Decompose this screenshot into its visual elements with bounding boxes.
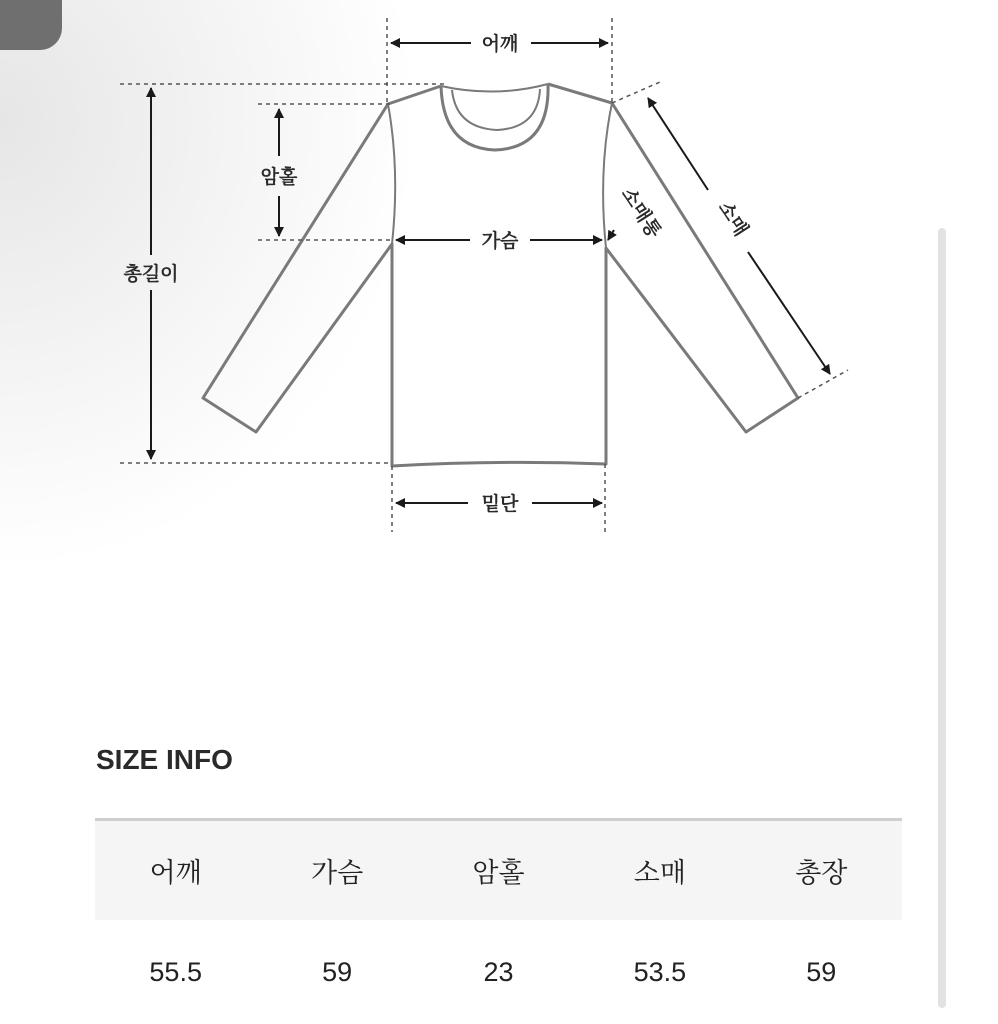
guide-lines bbox=[120, 18, 848, 532]
header-chest: 가슴 bbox=[311, 858, 364, 889]
shirt-collar-outer bbox=[441, 84, 548, 150]
label-sleeve: 소매 bbox=[713, 197, 753, 241]
size-info-title: SIZE INFO bbox=[96, 744, 233, 775]
header-armhole: 암홀 bbox=[472, 858, 525, 889]
value-sleeve: 53.5 bbox=[633, 956, 687, 987]
value-armhole: 23 bbox=[483, 956, 514, 987]
size-table-header-row bbox=[95, 820, 902, 921]
header-shoulder: 어깨 bbox=[149, 858, 202, 889]
label-total-length: 총길이 bbox=[123, 263, 179, 285]
shirt-collar-inner bbox=[452, 89, 540, 130]
value-total-length: 59 bbox=[806, 956, 837, 987]
label-armhole: 암홀 bbox=[260, 166, 298, 188]
label-shoulder: 어깨 bbox=[481, 33, 519, 55]
shirt-collar-top bbox=[441, 84, 548, 92]
value-chest: 59 bbox=[322, 956, 353, 987]
label-chest: 가슴 bbox=[481, 230, 519, 252]
value-shoulder: 55.5 bbox=[149, 956, 202, 987]
shirt-armhole-left bbox=[388, 104, 395, 244]
shirt-outline bbox=[203, 84, 798, 466]
header-sleeve: 소매 bbox=[633, 858, 686, 889]
shirt-armhole-right bbox=[603, 103, 612, 248]
size-table-row bbox=[95, 920, 902, 1024]
header-total-length: 총장 bbox=[795, 858, 848, 889]
label-sleeve-width: 소매통 bbox=[616, 183, 666, 242]
label-hem: 밑단 bbox=[481, 493, 519, 515]
measure-arrows bbox=[151, 43, 830, 503]
size-table bbox=[95, 818, 902, 1024]
